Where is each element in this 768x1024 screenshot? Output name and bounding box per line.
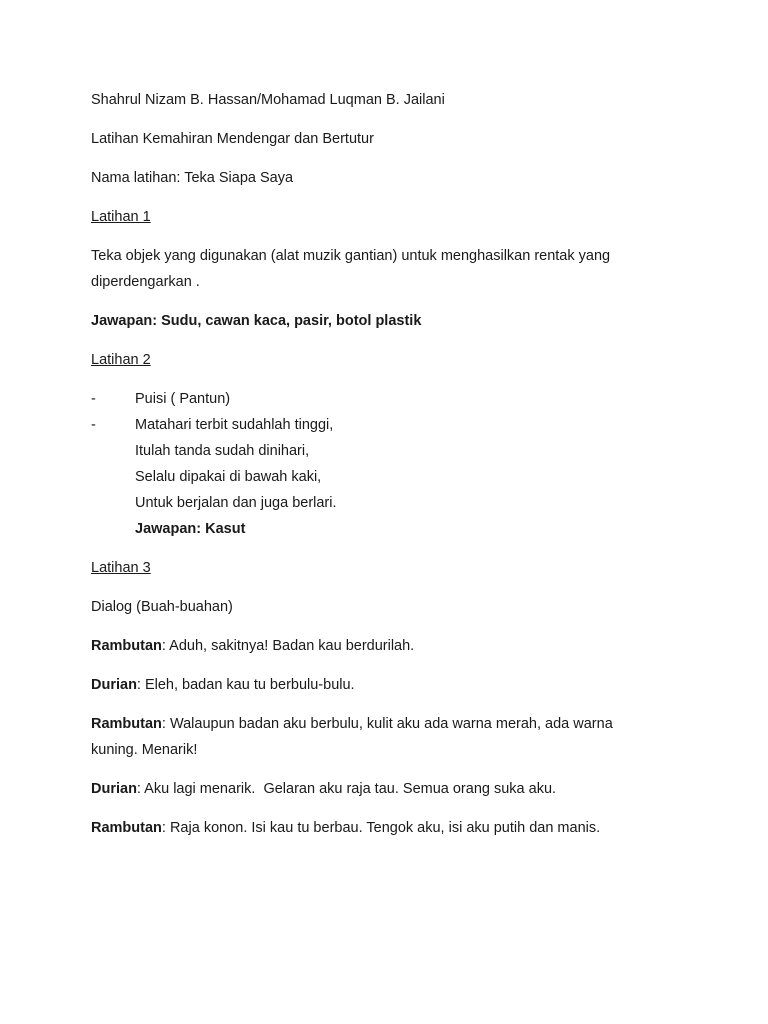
list-item — [91, 386, 691, 412]
exercise-name-line: Nama latihan: Teka Siapa Saya — [91, 170, 294, 186]
bullet-text: Puisi ( Pantun) — [135, 391, 231, 407]
dialog-speaker: Rambutan — [91, 820, 162, 836]
dialog-text: : Aduh, sakitnya! Badan kau berdurilah. — [161, 638, 415, 654]
dialog-text: : Eleh, badan kau tu berbulu-bulu. — [136, 677, 355, 693]
bullet-dash: - — [91, 391, 96, 407]
latihan-1-instruction-line-2: diperdengarkan . — [91, 274, 200, 290]
bullet-text: Matahari terbit sudahlah tinggi, — [135, 417, 334, 433]
latihan-2-heading: Latihan 2 — [91, 352, 151, 368]
latihan-1-heading: Latihan 1 — [91, 209, 151, 225]
dialog-text: : Walaupun badan aku berbulu, kulit aku ada warna merah, ada warna — [161, 716, 613, 732]
dialog-title: Dialog (Buah-buahan) — [91, 599, 233, 615]
latihan-1-instruction-line-1: Teka objek yang digunakan (alat muzik gantian) untuk menghasilkan rentak yang — [91, 248, 611, 264]
dialog-text: : Raja konon. Isi kau tu berbau. Tengok aku, isi aku putih dan manis. — [161, 820, 601, 836]
latihan-3-heading: Latihan 3 — [91, 560, 151, 576]
document-page — [91, 87, 691, 841]
latihan-1-answer: Jawapan: Sudu, cawan kaca, pasir, botol plastik — [91, 313, 422, 329]
dialog-speaker: Rambutan — [91, 638, 162, 654]
bullet-dash: - — [91, 417, 96, 433]
authors-line: Shahrul Nizam B. Hassan/Mohamad Luqman B. Jailani — [91, 92, 445, 108]
dialog-speaker: Durian — [91, 677, 137, 693]
poem-line-2: Itulah tanda sudah dinihari, — [135, 443, 310, 459]
dialog-line — [91, 776, 691, 802]
dialog-text: : Aku lagi menarik. Gelaran aku raja tau. Semua orang suka aku. — [136, 781, 557, 797]
subject-line: Latihan Kemahiran Mendengar dan Bertutur — [91, 131, 374, 147]
dialog-line — [91, 672, 691, 698]
dialog-line — [91, 815, 691, 841]
poem-line-3: Selalu dipakai di bawah kaki, — [135, 469, 322, 485]
latihan-2-answer: Jawapan: Kasut — [135, 521, 246, 537]
poem-line-4: Untuk berjalan dan juga berlari. — [135, 495, 337, 511]
list-item — [91, 412, 691, 438]
dialog-speaker: Durian — [91, 781, 137, 797]
dialog-text-continued: kuning. Menarik! — [91, 742, 198, 758]
dialog-line — [91, 633, 691, 659]
dialog-speaker: Rambutan — [91, 716, 162, 732]
latihan-2-list — [91, 386, 691, 438]
dialog-line — [91, 711, 691, 763]
latihan-1-instruction — [91, 243, 691, 295]
